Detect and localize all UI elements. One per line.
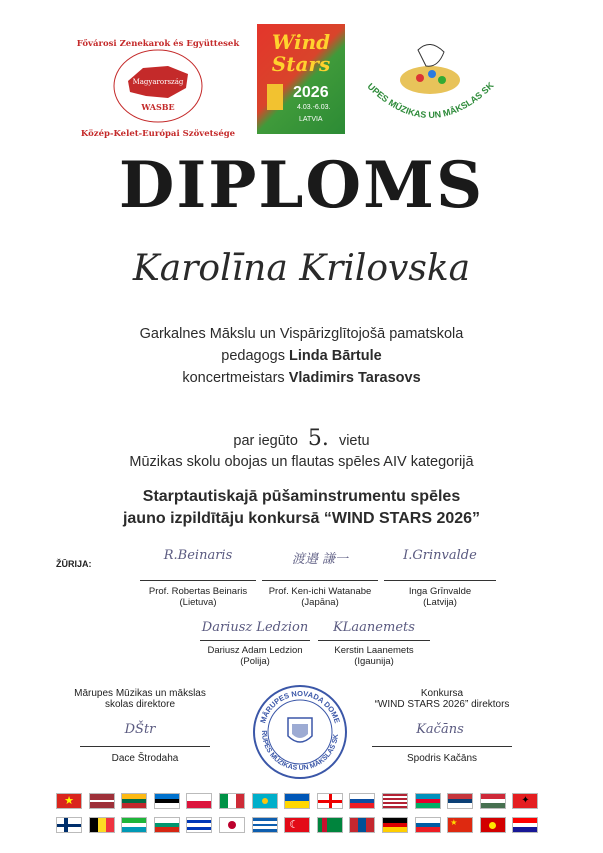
accompanist-name: Vladimirs Tarasovs bbox=[288, 370, 421, 386]
award-place: 5. bbox=[307, 426, 329, 451]
signature-line bbox=[200, 640, 310, 641]
stamp-top-text: MĀRUPES NOVADA DOME bbox=[258, 689, 342, 725]
jury-signature-5: KLaanemets bbox=[333, 620, 415, 635]
greece-flag-icon bbox=[252, 817, 278, 833]
school-name: Garkalnes Mākslu un Vispārizglītojošā pamatskola bbox=[139, 326, 464, 342]
teacher-line bbox=[0, 348, 603, 364]
logo-left-bottom-text: Közép-Kelet-Európai Szövetsége bbox=[80, 129, 236, 139]
director-right-title-1: Konkursa bbox=[420, 688, 464, 699]
director-right-title-2: “WIND STARS 2026” direktors bbox=[374, 699, 510, 710]
jury-name: Inga Grīnvalde bbox=[408, 586, 472, 597]
jury-country: (Latvija) bbox=[423, 597, 457, 608]
director-left-title-1: Mārupes Mūzikas un mākslas bbox=[74, 688, 206, 699]
latvia-flag-icon bbox=[89, 793, 115, 809]
hungary-flag-icon bbox=[480, 793, 506, 809]
ukraine-flag-icon bbox=[284, 793, 310, 809]
director-left-signature: DŠtr bbox=[124, 722, 156, 737]
jury-label: ŽŪRIJA: bbox=[56, 559, 92, 569]
kazakhstan-flag-icon bbox=[252, 793, 278, 809]
accompanist-line bbox=[0, 370, 603, 386]
slovakia-flag-icon bbox=[349, 793, 375, 809]
recipient-name: Karolīna Krilovska bbox=[132, 248, 471, 289]
lithuania-flag-icon bbox=[121, 793, 147, 809]
accompanist-prefix: koncertmeistars bbox=[182, 370, 285, 386]
jury-country: (Lietuva) bbox=[179, 597, 217, 608]
signature-line bbox=[262, 580, 378, 581]
jury-member-2 bbox=[250, 586, 390, 608]
signature-line bbox=[372, 746, 512, 747]
jury-name: Prof. Ken-ichi Watanabe bbox=[268, 586, 372, 597]
poland-flag-icon bbox=[186, 793, 212, 809]
signature-line bbox=[318, 640, 430, 641]
logo-right-text: UPES MŪZIKAS UN MĀKSLAS SK bbox=[365, 80, 496, 121]
israel-flag-icon bbox=[186, 817, 212, 833]
wasbe-logo bbox=[76, 26, 240, 146]
logo-wind-text: Wind bbox=[271, 30, 331, 54]
jury-signature-4: Dariusz Ledzion bbox=[201, 620, 309, 635]
vietnam-flag-icon: ★ bbox=[56, 793, 82, 809]
italy-flag-icon bbox=[219, 793, 245, 809]
china-flag-icon: ★ bbox=[447, 817, 473, 833]
georgia-flag-icon bbox=[317, 793, 343, 809]
teacher-prefix: pedagogs bbox=[221, 348, 285, 364]
jury-country: (Japāna) bbox=[301, 597, 339, 608]
mongolia-flag-icon bbox=[349, 817, 375, 833]
diploma-title: DIPLOMS bbox=[118, 148, 485, 223]
turkmenistan-flag-icon bbox=[317, 817, 343, 833]
north-macedonia-flag-icon bbox=[480, 817, 506, 833]
croatia-flag-icon bbox=[512, 817, 538, 833]
albania-flag-icon: ✦ bbox=[512, 793, 538, 809]
germany-flag-icon bbox=[382, 817, 408, 833]
teacher-name: Linda Bārtule bbox=[289, 348, 382, 364]
jury-member-5 bbox=[304, 645, 444, 667]
estonia-flag-icon bbox=[154, 793, 180, 809]
jury-country: (Polija) bbox=[240, 656, 270, 667]
marupes-school-logo bbox=[360, 38, 500, 138]
stamp-bottom-text: RUPES MŪZIKAS UN MĀKSLAS SK bbox=[259, 730, 340, 773]
jury-signature-1: R.Beinaris bbox=[163, 548, 233, 563]
usa-flag-icon bbox=[382, 793, 408, 809]
logo-dates-text: 4.03.-6.03. bbox=[297, 104, 331, 111]
jury-name: Prof. Robertas Beinaris bbox=[148, 586, 248, 597]
signature-line bbox=[140, 580, 256, 581]
logo-year-text: 2026 bbox=[293, 84, 329, 101]
director-right-name: Spodris Kačāns bbox=[406, 753, 478, 764]
contest-line-1: Starptautiskajā pūšaminstrumentu spēles bbox=[142, 488, 461, 505]
director-right-signature: Kačāns bbox=[416, 722, 464, 737]
logo-left-map-text: Magyarország bbox=[132, 78, 184, 86]
director-left-name: Dace Štrodaha bbox=[111, 753, 179, 764]
director-right-title bbox=[372, 688, 512, 710]
contest-line-2: jauno izpildītāju konkursā “WIND STARS 2026” bbox=[122, 510, 481, 527]
bulgaria-flag-icon bbox=[154, 817, 180, 833]
award-suffix: vietu bbox=[338, 433, 370, 449]
jury-name: Dariusz Adam Ledzion bbox=[207, 645, 303, 656]
jury-name: Kerstin Laanemets bbox=[334, 645, 414, 656]
turkey-flag-icon: ☾ bbox=[284, 817, 310, 833]
director-left-title-2: skolas direktore bbox=[104, 699, 176, 710]
trumpet-icon bbox=[267, 84, 283, 110]
jury-signature-3: I.Grinvalde bbox=[403, 548, 477, 563]
jury-signature-2: 渡邉 謙一 bbox=[291, 552, 349, 567]
uzbekistan-flag-icon bbox=[121, 817, 147, 833]
category: Mūzikas skolu obojas un flautas spēles AIV kategorijā bbox=[129, 454, 474, 470]
school-stamp bbox=[252, 684, 348, 780]
japan-flag-icon bbox=[219, 817, 245, 833]
award-prefix: par iegūto bbox=[233, 433, 298, 449]
award-line bbox=[0, 426, 603, 451]
serbia-flag-icon bbox=[447, 793, 473, 809]
finland-flag-icon bbox=[56, 817, 82, 833]
logo-left-top-text: Fővárosi Zenekarok és Együttesek bbox=[76, 39, 240, 49]
signature-line bbox=[384, 580, 496, 581]
jury-country: (Igaunija) bbox=[354, 656, 394, 667]
jury-member-1 bbox=[128, 586, 268, 608]
belgium-flag-icon bbox=[89, 817, 115, 833]
director-left-title bbox=[70, 688, 210, 710]
logo-stars-text: Stars bbox=[271, 52, 331, 76]
slovenia-flag-icon bbox=[415, 817, 441, 833]
logo-country-text: LATVIA bbox=[299, 116, 323, 123]
signature-line bbox=[80, 746, 210, 747]
logo-left-mid-text: WASBE bbox=[141, 102, 175, 112]
azerbaijan-flag-icon bbox=[415, 793, 441, 809]
wind-stars-logo bbox=[257, 24, 345, 134]
jury-member-3 bbox=[370, 586, 510, 608]
